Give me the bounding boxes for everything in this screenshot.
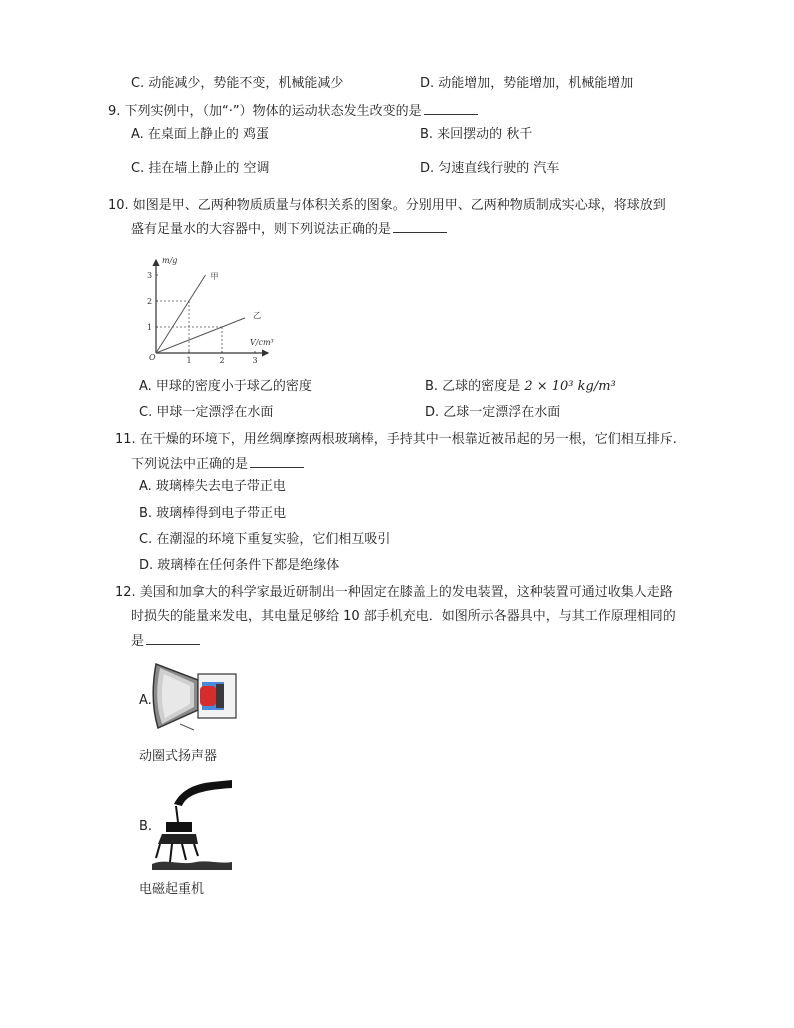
q11-option-a: A. 玻璃棒失去电子带正电: [139, 479, 286, 494]
q12-stem-line3: [131, 632, 200, 651]
tick-labels: [147, 271, 258, 365]
y-axis-label: m/g: [162, 256, 178, 265]
x-tick-label-0: 1: [186, 356, 192, 365]
q12-option-a-caption: 动圈式扬声器: [139, 749, 218, 764]
q10-option-b: [425, 378, 616, 396]
q9-option-a: A. 在桌面上静止的 鸡蛋: [131, 127, 270, 142]
answer-blank: [146, 632, 200, 645]
loudspeaker-image: [150, 656, 240, 736]
q8-option-d: D. 动能增加，势能增加，机械能增加: [420, 76, 634, 91]
q10-stem-line1: 10. 如图是甲、乙两种物质质量与体积关系的图象。分别用甲、乙两种物质制成实心球，将球放到: [108, 198, 666, 213]
answer-blank: [393, 220, 447, 233]
mass-volume-chart: [138, 250, 278, 368]
y-tick-label-1: 2: [147, 297, 153, 306]
q11-stem-line2-text: 下列说法中正确的是: [131, 457, 249, 472]
q11-option-c: C. 在潮湿的环境下重复实验，它们相互吸引: [139, 532, 391, 547]
q11-option-d: D. 玻璃棒在任何条件下都是绝缘体: [139, 558, 340, 573]
q10-option-b-text: B. 乙球的密度是: [425, 379, 521, 394]
q12-stem-line1: 12. 美国和加拿大的科学家最近研制出一种固定在膝盖上的发电装置，这种装置可通过收集人走路: [115, 585, 673, 600]
y-tick-label-0: 1: [147, 323, 153, 332]
series-lines: [156, 272, 261, 353]
q9-option-c: C. 挂在墙上静止的 空调: [131, 161, 270, 176]
q8-option-c: C. 动能减少，势能不变，机械能减少: [131, 76, 344, 91]
q10-option-a: A. 甲球的密度小于球乙的密度: [139, 379, 312, 394]
q12-option-b-caption: 电磁起重机: [139, 882, 205, 897]
x-tick-label-1: 2: [219, 356, 225, 365]
q9-stem-text: 9. 下列实例中，（加“·”）物体的运动状态发生改变的是: [108, 104, 422, 119]
q11-stem-line2: [131, 455, 304, 474]
answer-blank: [250, 455, 304, 468]
q9-stem: [108, 102, 478, 121]
q11-stem-line1: 11. 在干燥的环境下，用丝绸摩擦两根玻璃棒，手持其中一根靠近被吊起的另一根，它们相互排斥.: [115, 432, 677, 447]
q12-stem-line3-text: 是: [131, 634, 145, 649]
series-label-1: 乙: [253, 310, 262, 320]
q10-option-c: C. 甲球一定漂浮在水面: [139, 405, 274, 420]
answer-blank: [424, 102, 478, 115]
q12-stem-line2: 时损失的能量来发电，其电量足够给 10 部手机充电．如图所示各器具中，与其工作原理相同的: [131, 609, 676, 624]
q9-option-b: B. 来回摆动的 秋千: [420, 127, 533, 142]
guide-lines: [156, 301, 222, 353]
origin-label: O: [149, 353, 156, 362]
series-line-1: [156, 318, 245, 353]
electromagnetic-crane-image: [152, 778, 234, 870]
q10-stem-line2-text: 盛有足量水的大容器中，则下列说法正确的是: [131, 222, 392, 237]
q10-option-d: D. 乙球一定漂浮在水面: [425, 405, 561, 420]
density-formula: 2 × 10³ kg/m³: [524, 379, 616, 394]
y-tick-label-2: 3: [147, 271, 153, 280]
q9-option-d: D. 匀速直线行驶的 汽车: [420, 161, 560, 176]
x-tick-label-2: 3: [252, 356, 258, 365]
q12-option-a-letter: A.: [139, 693, 152, 708]
q11-option-b: B. 玻璃棒得到电子带正电: [139, 506, 287, 521]
series-label-0: 甲: [210, 272, 219, 281]
series-line-0: [156, 275, 206, 353]
q12-option-b-letter: B.: [139, 819, 153, 834]
x-axis-label: V/cm³: [250, 338, 274, 347]
q10-stem-line2: [131, 220, 447, 239]
